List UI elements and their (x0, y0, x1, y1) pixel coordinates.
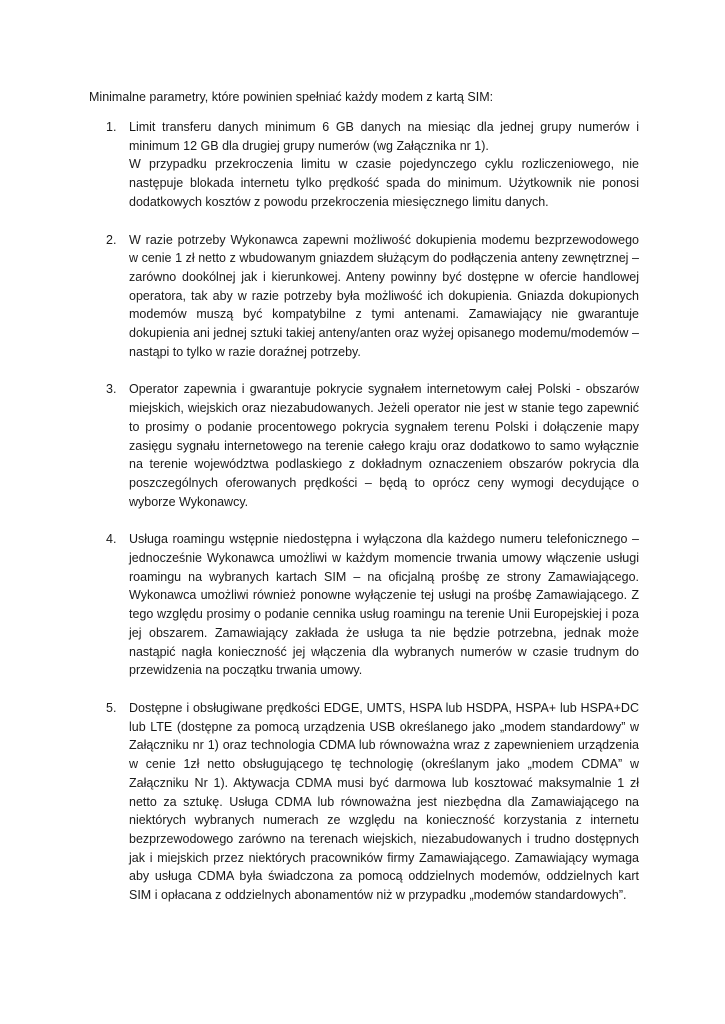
list-item (89, 530, 639, 680)
item-paragraph: W razie potrzeby Wykonawca zapewni możliwość dokupienia modemu bezprzewodowego w cenie 1 zł netto z wbudowanym gniazdem służącym do podłączenia anteny zewnętrznej – zarówno dookólnej jak i kierunkowej. Anteny powinny być dostępne w ofercie handlowej operatora, tak aby w razie potrzeby była możliwość ich dokupienia. Gniazda dokupionych modemów muszą być kompatybilne z tymi antenami. Zamawiający nie gwarantuje dokupienia ani jednej sztuki takiej anteny/anten oraz wyżej opisanego modemu/modemów – nastąpi to tylko w razie doraźnej potrzeby. (129, 232, 639, 359)
list-item (89, 699, 639, 905)
requirements-list (89, 118, 639, 924)
list-item (89, 380, 639, 511)
item-number: 2. (106, 232, 117, 247)
item-paragraph: Limit transferu danych minimum 6 GB danych na miesiąc dla jednej grupy numerów i minimum 12 GB dla drugiej grupy numerów (wg Załącznika nr 1). (129, 120, 639, 153)
item-paragraph: Usługa roamingu wstępnie niedostępna i wyłączona dla każdego numeru telefonicznego – jednocześnie Wykonawca umożliwi w każdym momencie trwania umowy włączenie usługi roamingu na wybranych kartach SIM – na oficjalną prośbę ze strony Zamawiającego. Wykonawca umożliwi również ponowne wyłączenie tej usługi na prośbę Zamawiającego. Z tego względu prosimy o podanie cennika usług roamingu na terenie Unii Europejskiej i poza jej obszarem. Zamawiający zakłada że usługa ta nie będzie potrzebna, jednak może nastąpić nagła konieczność jej włączenia dla wybranych numerów w czasie trudnym do przewidzenia na początku trwania umowy. (129, 532, 639, 678)
item-number: 3. (106, 382, 117, 397)
item-number: 1. (106, 120, 117, 134)
list-item (89, 118, 639, 212)
intro-text: Minimalne parametry, które powinien spełniać każdy modem z kartą SIM: (89, 90, 494, 104)
item-number: 5. (106, 700, 117, 715)
item-paragraph: Dostępne i obsługiwane prędkości EDGE, UMTS, HSPA lub HSDPA, HSPA+ lub HSPA+DC lub LTE (dostępne za pomocą urządzenia USB określanego jako „modem standardowy” w Załączniku nr 1) oraz technologia CDMA lub równoważna wraz z zapewnieniem urządzenia w cenie 1zł netto obsługującego tę technologię (określanym jako „modem CDMA” w Załączniku Nr 1). Aktywacja CDMA musi być darmowa lub kosztować maksymalnie 1 zł netto za sztukę. Usługa CDMA lub równoważna jest niezbędna dla Zamawiającego na niektórych wybranych numerach ze względu na konieczność korzystania z internetu bezprzewodowego zarówno na terenach wiejskich, niezabudowanych i trudno dostępnych jak i miejskich przez niektórych pracowników firmy Zamawiającego. Zamawiający wymaga aby usługa CDMA była świadczona za pomocą oddzielnych modemów, oddzielnych kart SIM i opłacana z oddzielnych abonamentów niż w przypadku „modemów standardowych”. (129, 700, 639, 903)
item-paragraph: W przypadku przekroczenia limitu w czasie pojedynczego cyklu rozliczeniowego, nie następuje blokada internetu tylko prędkość spada do minimum. Użytkownik nie ponosi dodatkowych kosztów z powodu przekroczenia miesięcznego limitu danych. (129, 157, 639, 209)
list-item (89, 231, 639, 362)
item-paragraph: Operator zapewnia i gwarantuje pokrycie sygnałem internetowym całej Polski - obszarów miejskich, wiejskich oraz niezabudowanych. Jeżeli operator nie jest w stanie tego zapewnić to prosimy o podanie procentowego pokrycia sygnałem terenu Polski i dołączenie mapy zasięgu sygnału internetowego na terenie całego kraju oraz dodatkowo to samo wyłącznie na terenie województwa podlaskiego z dokładnym oznaczeniem obszarów pokrycia dla poszczególnych oferowanych prędkości – będą to oprócz ceny wymogi decydujące o wyborze Wykonawcy. (129, 382, 639, 509)
item-number: 4. (106, 532, 117, 547)
